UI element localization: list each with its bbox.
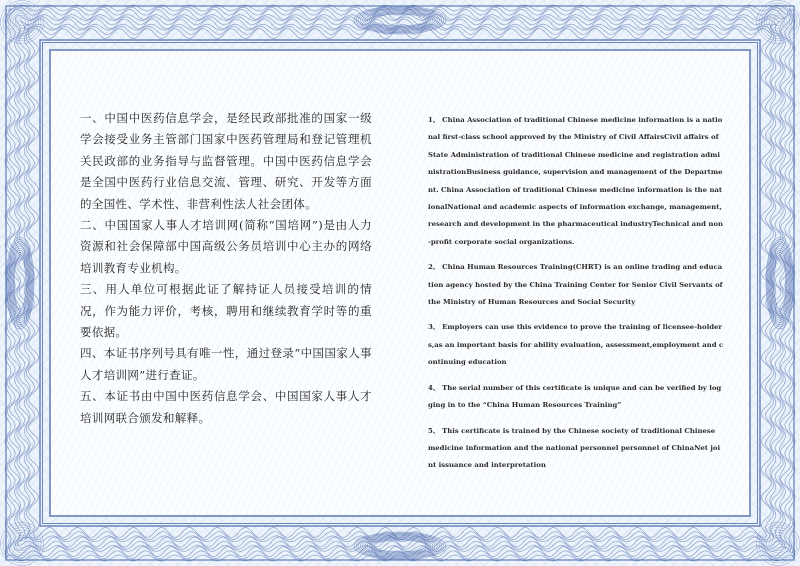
chinese-note-2: 二、中国国家人事人才培训网(简称“国培网”)是由人力资源和社会保障部中国高级公务员培训中心主办的网络培训教育专业机构。 bbox=[80, 218, 372, 275]
chinese-note-4: 四、本证书序列号具有唯一性，通过登录“中国国家人事人才培训网”进行查证。 bbox=[80, 346, 372, 382]
chinese-notes-column bbox=[80, 108, 372, 429]
english-note-2: 2、 China Human Resources Training(CHRT) is an online trading and education agency hosted by the China Training Center for Senior Civil Servants of the Ministry of Human Resources and Social Security bbox=[428, 263, 723, 307]
chinese-note-5: 五、本证书由中国中医药信息学会、中国国家人事人才培训网联合颁发和解释。 bbox=[80, 389, 372, 425]
chinese-note-3: 三、用人单位可根据此证了解持证人员接受培训的情况，作为能力评价，考核，聘用和继续教育学时等的重要依据。 bbox=[80, 282, 372, 340]
english-note-1: 1、 China Association of traditional Chinese medicine information is a national first-class school approved by the Ministry of Civil AffairsCivil affairs of State Administration of traditional Chinese medicine and registration administrationBusiness guidance, supervision and management of the Department. China Association of traditional Chinese medicine information is the nationalNational and academic aspects of information exchange, management, research and development in the pharmaceutical industryTechnical and non-profit corporate social organizations. bbox=[428, 116, 723, 246]
english-notes-column bbox=[418, 112, 724, 483]
chinese-note-1: 一、中国中医药信息学会，是经民政部批准的国家一级学会接受业务主管部门国家中医药管理局和登记管理机关民政部的业务指导与监督管理。中国中医药信息学会是全国中医药行业信息交流、管理、研究、开发等方面的全国性、学术性、非营利性法人社会团体。 bbox=[80, 111, 372, 211]
english-note-3: 3、 Employers can use this evidence to prove the training of licensee-holders,as an important basis for ability evaluation, assessment,employment and continuing education bbox=[428, 323, 724, 367]
english-note-4: 4、 The serial number of this certificate is unique and can be verified by logging in to the “China Human Resources Training” bbox=[428, 383, 722, 410]
english-note-5: 5、 This certificate is trained by the Chinese society of traditional Chinese medicine information and the national personnel personnel of ChinaNet joint issuance and interpretation bbox=[428, 426, 721, 470]
